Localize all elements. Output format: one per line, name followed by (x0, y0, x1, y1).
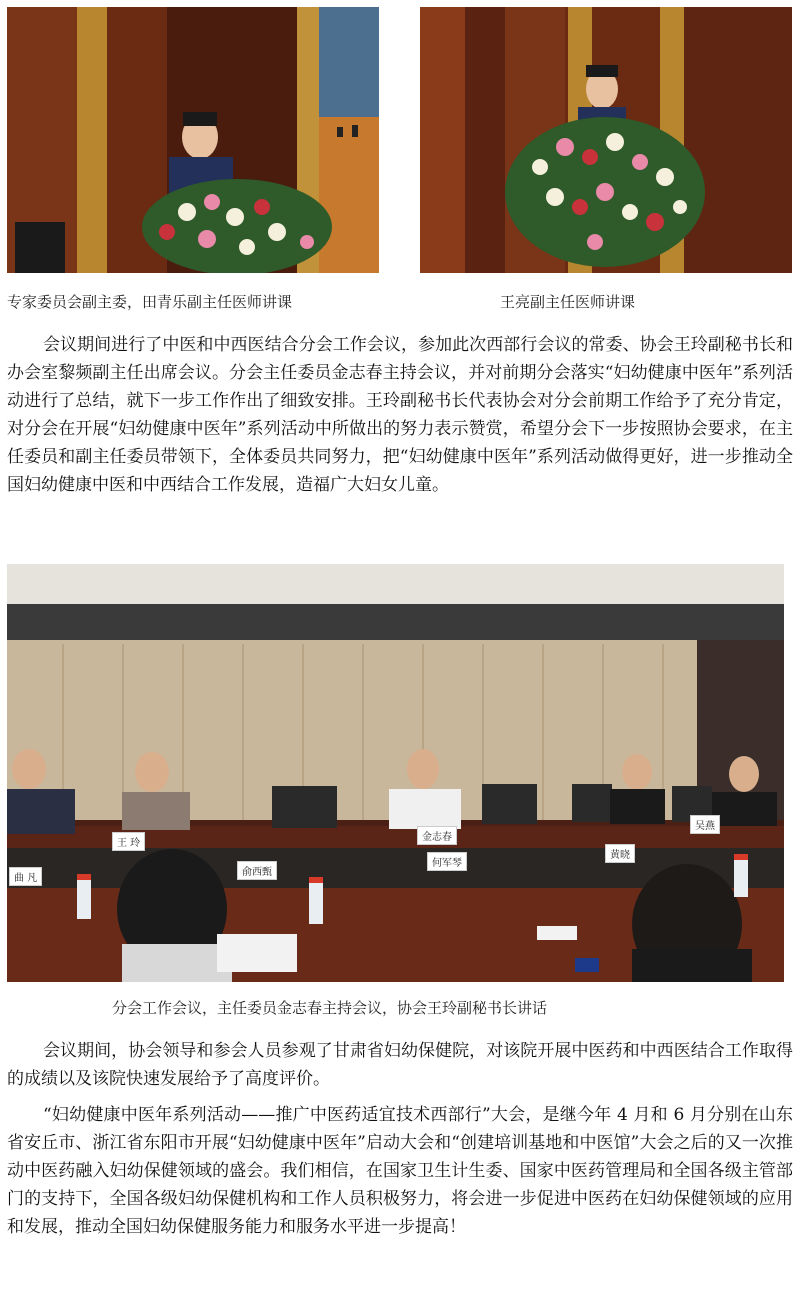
left-photo-caption: 专家委员会副主委，田青乐副主任医师讲课 (7, 293, 293, 311)
paragraph-conclusion: “妇幼健康中医年系列活动——推广中医药适宜技术西部行”大会，是继今年 4 月和 6 月分别在山东省安丘市、浙江省东阳市开展“妇幼健康中医年”启动大会和“创建培训基地和中医馆”大会之后的又一次推动中医药融入妇幼保健领域的盛会。我们相信，在国家卫生计生委、国家中医药管理局和全国各级主管部门的支持下，全国各级妇幼保健机构和工作人员积极努力，将会进一步促进中医药在妇幼保健领域的应用和发展，推动全国妇幼保健服务能力和服务水平进一步提高！ (7, 1105, 793, 1237)
speaker-photo-right-image (420, 7, 792, 273)
meeting-room-photo (7, 564, 784, 982)
speaker-photo-right (420, 7, 792, 273)
nameplate-he-jun-qin: 何军琴 (427, 852, 467, 871)
meeting-photo-caption: 分会工作会议，主任委员金志春主持会议，协会王玲副秘书长讲话 (112, 999, 548, 1017)
nameplate-right: 吴燕 (690, 815, 720, 834)
nameplate-jin-zhi-chun: 金志春 (417, 826, 457, 845)
nameplate-yu-xi-zhen: 俞西甄 (237, 861, 277, 880)
paragraph-meeting: 会议期间进行了中医和中西医结合分会工作会议，参加此次西部行会议的常委、协会王玲副秘书长和办会室黎频副主任出席会议。分会主任委员金志春主持会议，并对前期分会落实“妇幼健康中医年”系列活动进行了总结，就下一步工作作出了细致安排。王玲副秘书长代表协会对分会前期工作给予了充分肯定，对分会在开展“妇幼健康中医年”系列活动中所做出的努力表示赞赏，希望分会下一步按照协会要求，在主任委员和副主任委员带领下，全体委员共同努力，把“妇幼健康中医年”系列活动做得更好，进一步推动全国妇幼健康中医和中西结合工作发展，造福广大妇女儿童。 (7, 335, 793, 495)
paragraph-visit: 会议期间，协会领导和参会人员参观了甘肃省妇幼保健院，对该院开展中医药和中西医结合工作取得的成绩以及该院快速发展给予了高度评价。 (7, 1041, 793, 1089)
speaker-photo-left (7, 7, 379, 273)
right-photo-caption: 王亮副主任医师讲课 (500, 293, 636, 311)
nameplate-qu-fan: 曲 凡 (9, 867, 42, 886)
nameplate-wang-ling: 王 玲 (112, 832, 145, 851)
speaker-photo-left-image (7, 7, 379, 273)
nameplate-huang-xiao: 黄晓 (605, 844, 635, 863)
meeting-room-photo-image (7, 564, 784, 982)
